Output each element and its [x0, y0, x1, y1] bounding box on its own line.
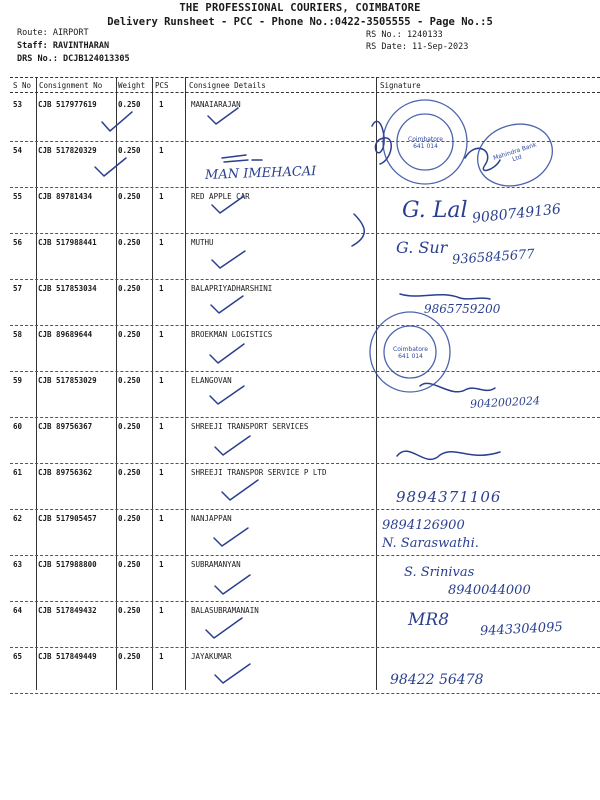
row-consignment-no: CJB 517849449	[38, 652, 97, 661]
row-pcs: 1	[159, 238, 164, 247]
row-consignment-no: CJB 517820329	[38, 146, 97, 155]
row-weight: 0.250	[118, 100, 141, 109]
row-weight: 0.250	[118, 376, 141, 385]
row-consignee: SUBRAMANYAN	[191, 560, 241, 569]
row-sno: 62	[13, 514, 23, 523]
row-weight: 0.250	[118, 514, 141, 523]
row-weight: 0.250	[118, 284, 141, 293]
col-header-consignee: Consignee Details	[189, 81, 266, 90]
stamp-text: Coimbatore 641 014	[408, 136, 443, 150]
row-sno: 63	[13, 560, 23, 569]
row-sno: 60	[13, 422, 23, 431]
row-consignee: MANAIARAJAN	[191, 100, 241, 109]
row-sno: 59	[13, 376, 23, 385]
row-sno: 58	[13, 330, 23, 339]
row-pcs: 1	[159, 560, 164, 569]
handwritten-name: N. Saraswathi.	[382, 536, 479, 551]
row-pcs: 1	[159, 606, 164, 615]
row-weight: 0.250	[118, 238, 141, 247]
handwritten-signature: S. Srinivas	[404, 565, 475, 580]
row-consignee: ELANGOVAN	[191, 376, 232, 385]
handwritten-phone: 8940044000	[448, 583, 531, 598]
header-bottom-rule	[10, 92, 600, 93]
col-header-weight: Weight	[118, 81, 146, 90]
row-consignment-no: CJB 89756362	[38, 468, 93, 477]
row-consignment-no: CJB 517853029	[38, 376, 97, 385]
row-divider	[10, 693, 600, 694]
table-top-rule	[10, 77, 600, 78]
handwritten-phone: 9865759200	[424, 302, 501, 316]
row-sno: 54	[13, 146, 23, 155]
table-row	[0, 280, 600, 326]
row-consignee: SHREEJI TRANSPORT SERVICES	[191, 422, 309, 431]
row-sno: 64	[13, 606, 23, 615]
row-sno: 56	[13, 238, 23, 247]
row-weight: 0.250	[118, 146, 141, 155]
row-consignee: JAYAKUMAR	[191, 652, 232, 661]
row-sno: 57	[13, 284, 23, 293]
row-consignment-no: CJB 89756367	[38, 422, 93, 431]
handwritten-phone: 9080749136	[471, 201, 562, 227]
row-pcs: 1	[159, 284, 164, 293]
row-consignee: BALAPRIYADHARSHINI	[191, 284, 273, 293]
table-row	[0, 648, 600, 694]
row-consignee: SHREEJI TRANSPOR SERVICE P LTD	[191, 468, 327, 477]
row-consignment-no: CJB 89689644	[38, 330, 93, 339]
row-pcs: 1	[159, 468, 164, 477]
row-sno: 65	[13, 652, 23, 661]
row-pcs: 1	[159, 192, 164, 201]
table-row	[0, 418, 600, 464]
row-weight: 0.250	[118, 468, 141, 477]
stamp-text: Coimbatore 641 014	[393, 346, 428, 360]
row-consignment-no: CJB 517905457	[38, 514, 97, 523]
stamp-text: Mahindra Bank Ltd	[492, 141, 538, 164]
row-consignment-no: CJB 517977619	[38, 100, 97, 109]
row-pcs: 1	[159, 376, 164, 385]
company-title: THE PROFESSIONAL COURIERS, COIMBATORE	[179, 2, 421, 14]
drs-number: DRS No.: DCJB124013305	[17, 54, 130, 64]
rs-date: RS Date: 11-Sep-2023	[366, 42, 469, 52]
row-sno: 53	[13, 100, 23, 109]
col-header-pcs: PCS	[155, 81, 169, 90]
row-consignment-no: CJB 89781434	[38, 192, 93, 201]
runsheet-title: Delivery Runsheet - PCC - Phone No.:0422-3505555 - Page No.:5	[107, 16, 493, 28]
handwritten-phone: 9365845677	[451, 247, 536, 268]
handwritten-phone: 9042002024	[469, 394, 541, 411]
row-consignee: MUTHU	[191, 238, 214, 247]
row-consignment-no: CJB 517988441	[38, 238, 97, 247]
row-consignment-no: CJB 517853034	[38, 284, 97, 293]
table-row	[0, 96, 600, 142]
handwritten-phone: 9894371106	[396, 488, 502, 506]
col-header-sno: S No	[13, 81, 32, 90]
row-weight: 0.250	[118, 652, 141, 661]
row-pcs: 1	[159, 514, 164, 523]
row-consignment-no: CJB 517988800	[38, 560, 97, 569]
row-pcs: 1	[159, 652, 164, 661]
row-consignee: BROEKMAN LOGISTICS	[191, 330, 273, 339]
row-pcs: 1	[159, 146, 164, 155]
row-pcs: 1	[159, 422, 164, 431]
row-consignee: RED APPLE CAR	[191, 192, 250, 201]
row-consignee: BALASUBRAMANAIN	[191, 606, 259, 615]
handwritten-phone: 9443304095	[479, 619, 564, 640]
handwritten-phone: 98422 56478	[390, 672, 484, 688]
row-weight: 0.250	[118, 330, 141, 339]
handwritten-signature: G. Lal	[402, 198, 468, 223]
col-header-consignment: Consignment No	[39, 81, 103, 90]
handwritten-name: MAN IMEHACAI	[204, 164, 317, 183]
row-weight: 0.250	[118, 192, 141, 201]
row-pcs: 1	[159, 330, 164, 339]
row-weight: 0.250	[118, 422, 141, 431]
row-consignee: NANJAPPAN	[191, 514, 232, 523]
table-row	[0, 464, 600, 510]
handwritten-signature: G. Sur	[396, 238, 448, 257]
staff-label: Staff: RAVINTHARAN	[17, 41, 110, 51]
row-sno: 61	[13, 468, 23, 477]
row-weight: 0.250	[118, 560, 141, 569]
col-header-signature: Signature	[380, 81, 421, 90]
row-consignment-no: CJB 517849432	[38, 606, 97, 615]
handwritten-signature: MR8	[408, 610, 450, 630]
row-pcs: 1	[159, 100, 164, 109]
row-weight: 0.250	[118, 606, 141, 615]
table-row	[0, 510, 600, 556]
route-label: Route: AIRPORT	[17, 28, 89, 38]
handwritten-phone: 9894126900	[382, 518, 465, 533]
table-row	[0, 326, 600, 372]
rs-number: RS No.: 1240133	[366, 30, 443, 40]
row-sno: 55	[13, 192, 23, 201]
